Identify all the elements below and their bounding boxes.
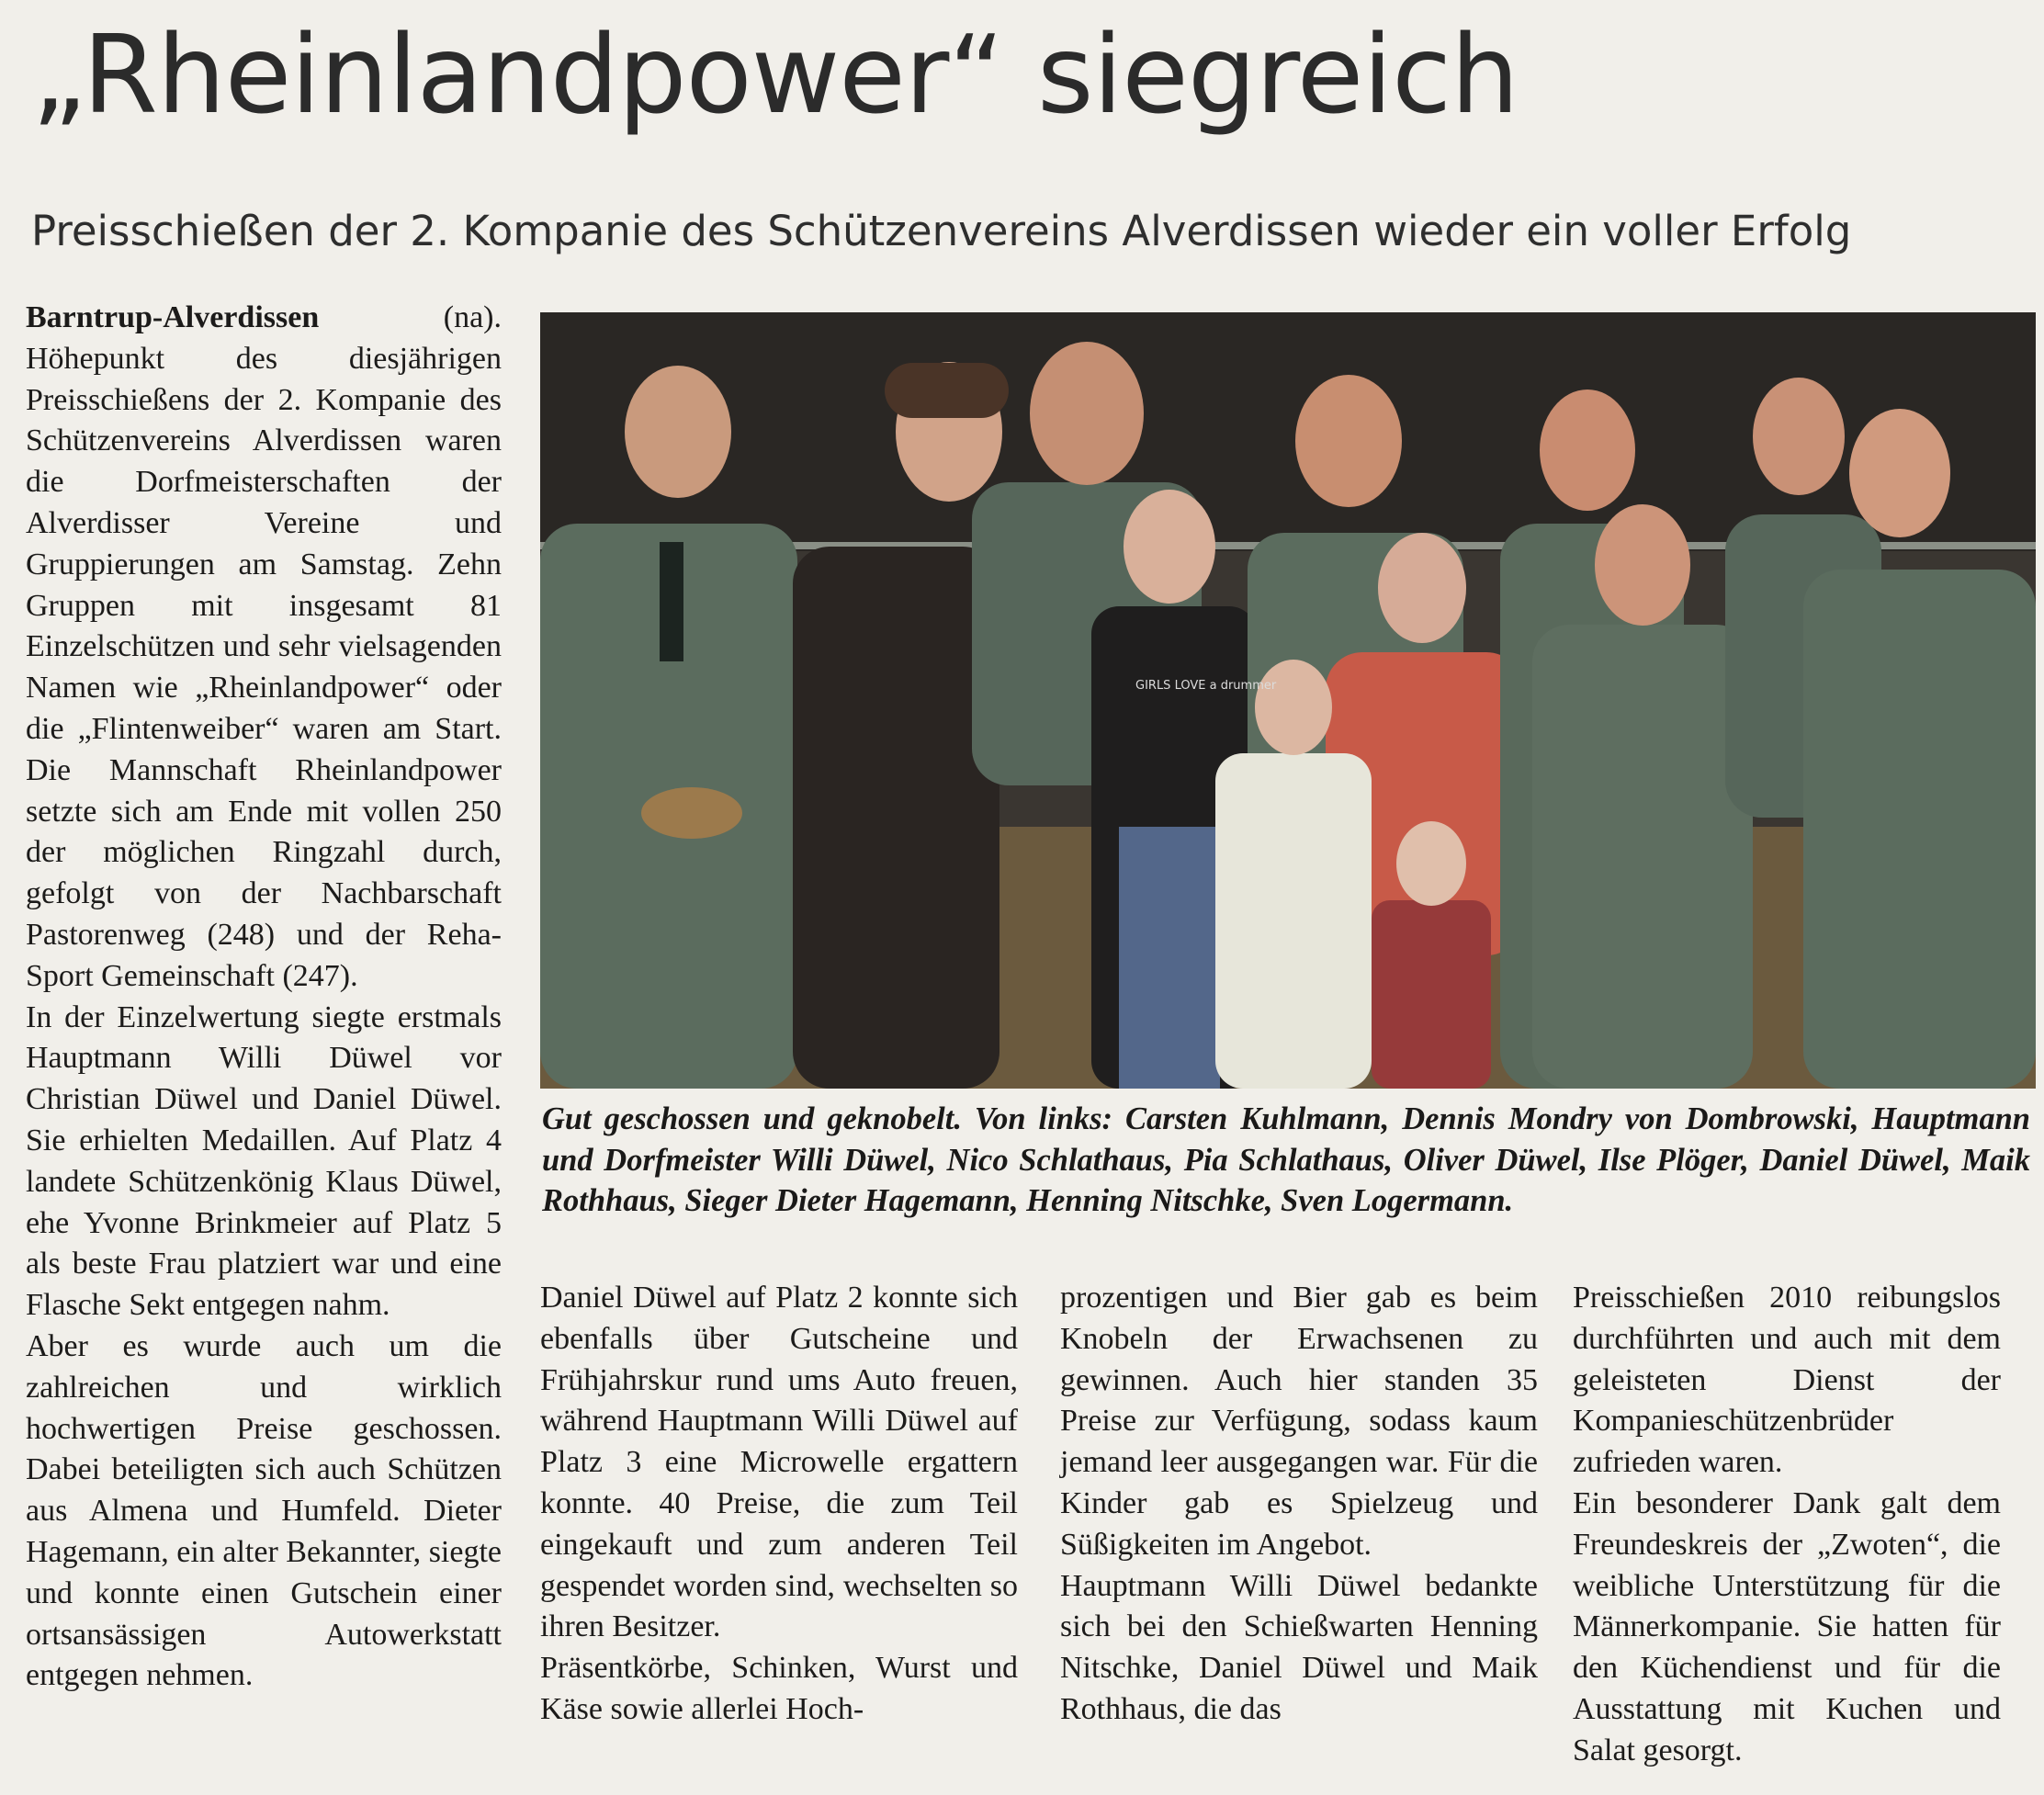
paragraph: In der Einzelwertung siegte erstmals Hauptmann Willi Düwel vor Christian Düwel und Daniel Düwel. Sie erhielten Medaillen. Auf Platz 4 landete Schützenkönig Klaus Düwel, ehe Yvonne Brinkmeier auf Platz 5 als beste Frau platziert war und eine Flasche Sekt entgegen nahm.	[26, 999, 502, 1323]
paragraph-text: (na). Höhepunkt des diesjährigen Preisschießens der 2. Kompanie des Schützenvereins Alverdissen waren die Dorfmeisterschaften der Alverdisser Vereine und Gruppierungen am Samstag. Zehn Gruppen mit insgesamt 81 Einzelschützen und sehr vielsagenden Namen wie „Rheinlandpower“ oder die „Flintenweiber“ waren am Start. Die Mannschaft Rheinlandpower setzte sich am Ende mit vollen 250 der möglichen Ringzahl durch, gefolgt von der Nachbarschaft Pastorenweg (248) und der Reha-Sport Gemeinschaft (247).	[26, 300, 502, 993]
group-photo	[540, 312, 2036, 1089]
paragraph: Ein besonderer Dank galt dem Freundeskreis der „Zwoten“, die weibliche Unterstützung für die Männerkompanie. Sie hatten für den Küchendienst und für die Ausstattung mit Kuchen und Salat gesorgt.	[1573, 1485, 2001, 1767]
paragraph: Daniel Düwel auf Platz 2 konnte sich ebenfalls über Gutscheine und Frühjahrskur rund ums Auto freuen, während Hauptmann Willi Düwel auf Platz 3 eine Microwelle ergattern konnte. 40 Preise, die zum Teil eingekauft und zum anderen Teil gespendet worden sind, wechselten so ihren Besitzer.	[540, 1281, 1018, 1644]
paragraph: Hauptmann Willi Düwel bedankte sich bei den Schießwarten Henning Nitschke, Daniel Düwel und Maik Rothhaus, die das	[1060, 1568, 1538, 1726]
trophy-plaque	[641, 787, 742, 839]
paragraph: Preisschießen 2010 reibungslos durchführten und auch mit dem geleisteten Dienst der Kompanieschützenbrüder zufrieden waren.	[1573, 1281, 2001, 1480]
article-column-2	[540, 1278, 1018, 1731]
photo-caption: Gut geschossen und geknobelt. Von links: Carsten Kuhlmann, Dennis Mondry von Dombrowski, Hauptmann und Dorfmeister Willi Düwel, Nico Schlathaus, Pia Schlathaus, Oliver Düwel, Ilse Plöger, Daniel Düwel, Maik Rothhaus, Sieger Dieter Hagemann, Henning Nitschke, Sven Logermann.	[542, 1101, 2030, 1218]
dateline: Barntrup-Alverdissen	[26, 300, 320, 334]
paragraph: Aber es wurde auch um die zahlreichen und wirklich hochwertigen Preise geschossen. Dabei beteiligten sich auch Schützen aus Almena und Humfeld. Dieter Hagemann, ein alter Bekannter, siegte und konnte einen Gutschein einer ortsansässigen Autowerkstatt entgegen nehmen.	[26, 1328, 502, 1693]
headline: „Rheinlandpower“ siegreich	[31, 11, 1519, 138]
article-column-4	[1573, 1278, 2001, 1772]
subheadline: Preisschießen der 2. Kompanie des Schützenvereins Alverdissen wieder ein voller Erfolg	[31, 207, 1852, 255]
paragraph: Präsentkörbe, Schinken, Wurst und Käse sowie allerlei Hoch-	[540, 1651, 1018, 1726]
paragraph: prozentigen und Bier gab es beim Knobeln der Erwachsenen zu gewinnen. Auch hier standen 35 Preise zur Verfügung, sodass kaum jemand leer ausgegangen war. Für die Kinder gab es Spielzeug und Süßigkeiten im Angebot.	[1060, 1281, 1538, 1562]
article-column-1	[26, 298, 502, 1697]
paragraph	[26, 298, 502, 998]
shirt-print: GIRLS LOVE a drummer	[1135, 679, 1277, 693]
article-column-3	[1060, 1278, 1538, 1731]
